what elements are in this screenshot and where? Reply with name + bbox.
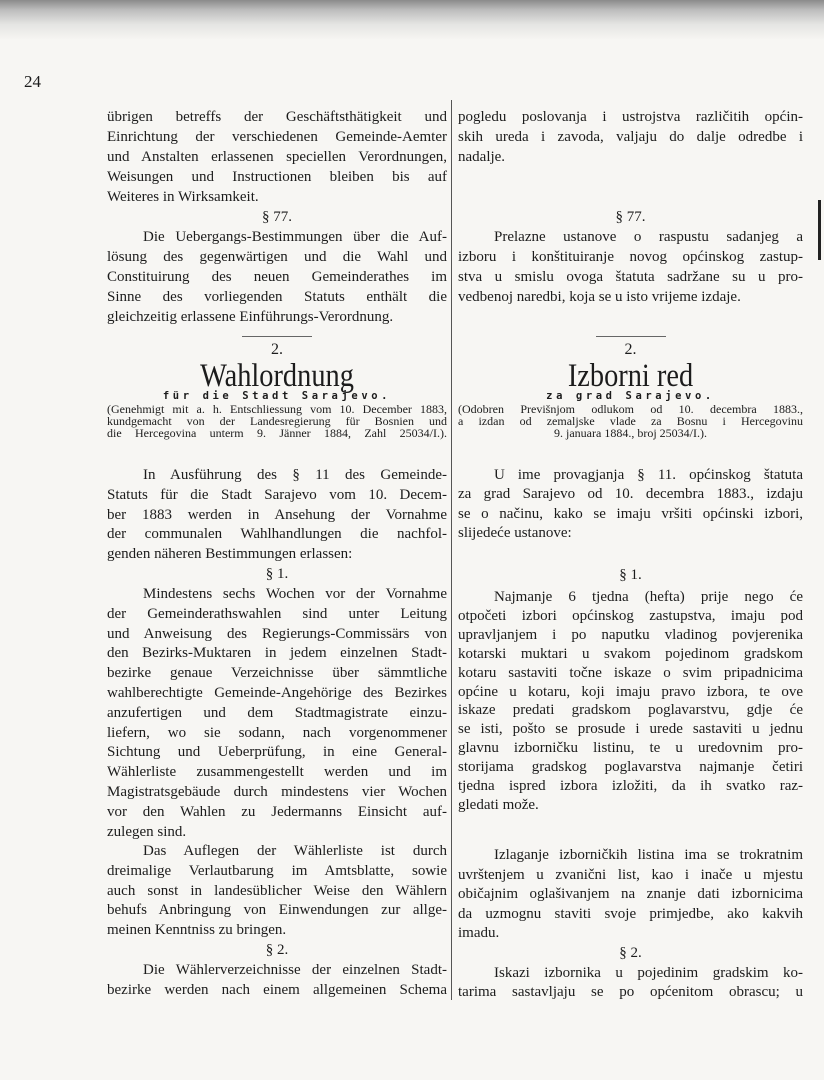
text-line: auch sonst in landesüblicher Weise den Wählern — [107, 882, 447, 899]
text-line: bezirke werden nach einem allgemeinen Schema — [107, 981, 447, 998]
text-line: tjedna ispred izbora izložiti, da ih svatko raz- — [458, 778, 803, 794]
text-line: zulegen sind. — [107, 823, 187, 840]
text-line: skih ureda i zavoda, valjaju do dalje odredbe i — [458, 129, 803, 145]
approval-note-line: kundgemacht von der Landesregierung für Bosnien und — [107, 413, 447, 428]
chapter-subtitle: za grad Sarajevo. — [546, 390, 715, 402]
text-line: Weiteres in Wirksamkeit. — [107, 189, 259, 205]
text-line: der Gemeinderathswahlen sind unter Leitung — [107, 605, 447, 622]
text-line: Prelazne ustanove o raspustu sadanjeg a — [494, 229, 803, 245]
text-line: tarima sastavljaju se po općenitom obrascu; u — [458, 984, 803, 1000]
text-line: dreimalige Verlautbarung im Amtsblatte, sowie — [107, 862, 447, 879]
text-line: iskaze predati gradskom poglavarstvu, gdje će — [458, 702, 803, 719]
column-divider — [451, 100, 452, 1000]
page-number: 24 — [24, 72, 41, 91]
text-line: nadalje. — [458, 149, 506, 165]
short-rule — [596, 336, 666, 337]
text-line: Die Uebergangs-Bestimmungen über die Auf- — [143, 229, 447, 245]
text-line: glavnu izborničku listinu, te u uredovnim pro- — [458, 740, 803, 757]
text-line: izboru i konštituiranje novog općinskog zastup- — [458, 249, 803, 265]
text-line: gledati može. — [458, 796, 539, 813]
text-line: pogledu poslovanja i ustrojstva različitih općin- — [458, 109, 803, 125]
text-line: anzufertigen und dem Stadtmagistrate einzu- — [107, 704, 447, 721]
text-line: za grad Sarajevo od 10. decembra 1883., izdaju — [458, 486, 803, 503]
text-line: wahlberechtigte Gemeinde-Angehörige des Bezirkes — [107, 685, 447, 701]
text-line: upravljanjem i po naputku vladinog povjerenika — [458, 626, 803, 643]
approval-note-line: (Genehmigt mit a. h. Entschliessung vom 10. December 1883, — [107, 401, 447, 416]
text-line: übrigen betreffs der Geschäftsthätigkeit und — [107, 109, 447, 125]
approval-note-line: 9. januara 1884., broj 25034/I.). — [554, 425, 707, 440]
text-line: und Anstalten erlassenen speciellen Verordnungen, — [107, 149, 447, 165]
section-heading: § 1. — [619, 567, 642, 583]
text-line: Najmanje 6 tjedna (hefta) prije nego će — [494, 589, 803, 605]
text-line: otpočeti izbori općinskog zastupstva, imaju pod — [458, 607, 803, 624]
text-line: Wählerliste zusammengestellt werden und im — [107, 764, 447, 781]
text-line: stva u smislu ovoga štatuta sadržane su u pro- — [458, 269, 803, 285]
scan-edge-mark — [818, 200, 821, 260]
chapter-title: Wahlordnung — [200, 358, 354, 394]
text-line: Sinne des vorliegenden Statuts enthält die — [107, 289, 447, 305]
text-line: se o načinu, kako se imaju vršiti općinski izbori, — [458, 505, 803, 522]
section-heading: § 2. — [265, 942, 289, 958]
text-line: In Ausführung des § 11 des Gemeinde- — [143, 467, 447, 483]
text-line: običajnim oglašivanjem na znanje dati izbornicima — [458, 886, 803, 902]
text-line: genden näheren Bestimmungen erlassen: — [107, 546, 353, 563]
text-line: Weisungen und Instructionen bleiben bis auf — [107, 169, 447, 185]
text-line: vedbenoj naredbi, koja se u isto vrijeme izdaje. — [458, 289, 741, 305]
text-line: behufs Anbringung von Einwendungen zur allge- — [107, 902, 447, 919]
text-line: lösung des gegenwärtigen und die Wahl und — [107, 249, 447, 265]
text-line: vor den Wahlen zu Jedermanns Einsicht auf- — [107, 803, 447, 820]
text-line: bezirke genaue Verzeichnisse über sämmtliche — [107, 665, 447, 682]
text-line: Das Auflegen der Wählerliste ist durch — [143, 843, 447, 859]
scan-edge-shadow — [0, 0, 824, 40]
text-line: gleichzeitig erlassene Einführungs-Verordnung. — [107, 309, 394, 325]
section-heading: § 77. — [615, 209, 646, 225]
text-line: ber 1883 werden in Ansehung der Vornahme — [107, 506, 447, 523]
chapter-subtitle: für die Stadt Sarajevo. — [162, 390, 392, 402]
text-line: der communalen Wahlhandlungen die nachfol- — [107, 526, 447, 543]
chapter-number: 2. — [271, 341, 283, 358]
text-line: Die Wählerverzeichnisse der einzelnen Stadt- — [143, 962, 447, 978]
text-line: općine u kotaru, koji imaju pravo izbora, te ove — [458, 683, 803, 700]
text-line: da uzmognu staviti svoje primjedbe, ako kakvih — [458, 905, 803, 922]
chapter-number: 2. — [624, 341, 637, 358]
chapter-title: Izborni red — [567, 358, 694, 394]
text-line: Mindestens sechs Wochen vor der Vornahme — [143, 586, 447, 602]
text-line: meinen Kenntniss zu bringen. — [107, 922, 287, 939]
text-line: uvrštenjem u zvanični list, kao i inače u mjestu — [458, 866, 803, 883]
section-heading: § 2. — [619, 945, 642, 961]
text-line: Statuts für die Stadt Sarajevo vom 10. Decem- — [107, 486, 447, 503]
text-line: imadu. — [458, 925, 500, 941]
text-line: Magistratsgebäude durch mindestens vier Wochen — [107, 784, 447, 800]
text-line: U ime provagjanja § 11. općinskog štatuta — [494, 467, 803, 483]
text-line: den Bezirks-Muktaren in jedem einzelnen Stadt- — [107, 645, 447, 662]
text-line: slijedeće ustanove: — [458, 524, 572, 541]
approval-note-line: (Odobren Previšnjom odlukom od 10. decembra 1883., — [458, 401, 803, 416]
text-line: Iskazi izbornika u pojedinim gradskim ko- — [494, 965, 803, 981]
text-line: se isti, pošto se prosude i urede sastaviti u jednu — [458, 721, 803, 738]
short-rule — [242, 336, 312, 337]
text-line: Sichtung und Ueberprüfung, in eine General- — [107, 744, 447, 761]
text-line: kotaru sastaviti točne iskaze o svim pripadnicima — [458, 664, 803, 681]
section-heading: § 77. — [262, 209, 292, 225]
text-line: und Anweisung des Regierungs-Commissärs von — [107, 625, 447, 642]
text-line: Izlaganje izborničkih listina ima se trokratnim — [494, 847, 803, 863]
text-line: kotarski muktari u svakom pojedinom gradskom — [458, 645, 803, 662]
approval-note-line: die Hercegovina unterm 9. Jänner 1884, Zahl 25034/I.). — [107, 425, 447, 440]
text-line: Einrichtung der verschiedenen Gemeinde-Aemter — [107, 129, 447, 145]
text-line: storijama gradskog poglavarstva najmanje četiri — [458, 759, 803, 776]
approval-note-line: a izdan od zemaljske vlade za Bosnu i Hercegovinu — [458, 413, 803, 428]
section-heading: § 1. — [265, 566, 289, 582]
text-line: liefern, wo sie sodann, nach vorgenommener — [107, 724, 447, 741]
text-line: Constituirung des neuen Gemeinderathes im — [107, 269, 447, 285]
